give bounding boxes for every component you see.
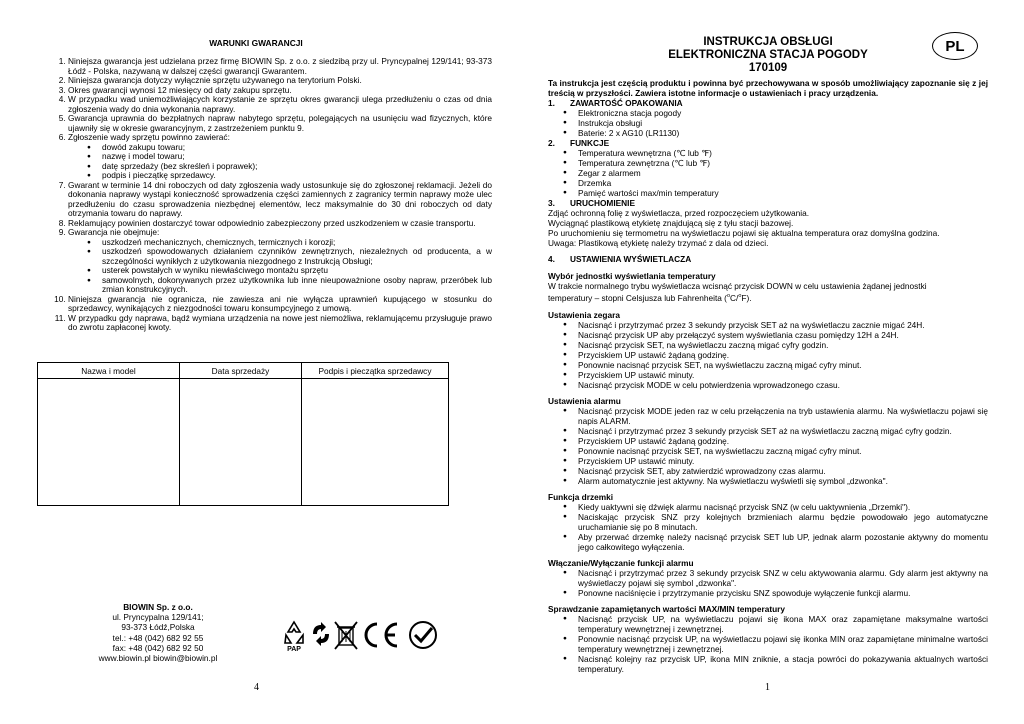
list-item: ● Przyciskiem UP ustawić żądaną godzinę. [562,436,988,446]
list-item: ● Ponowne naciśnięcie i przytrzymanie przycisku SNZ spowoduje wyłączenie funkcji alarmu. [562,588,988,598]
subsection-heading: Ustawienia zegara [548,309,620,320]
list-item: ● Ponownie nacisnąć przycisk SET, na wyświetlaczu zaczną migać cyfry minut. [562,360,988,370]
instructions-page [512,0,1024,724]
language-badge: PL [932,32,978,60]
alarm-toggle-list [562,568,988,598]
recycling-pap-icon [285,622,303,653]
requirement-item: ● datę sprzedaży (bez skreśleń i poprawek); [86,162,492,172]
warranty-term: 2. Niniejsza gwarancja dotyczy wyłącznie sprzętu używanego na terytorium Polski. [68,76,492,86]
list-item: ● Nacisnąć przycisk UP, na wyświetlaczu pojawi się ikona MAX oraz zapamiętane maksymalne wartości temperatury wewnętrznej i zewnętrznej. [562,614,988,634]
functions-list [562,148,988,198]
recycle-arrows-icon [313,622,329,646]
list-item: ● Pamięć wartości max/min temperatury [562,188,988,198]
crossed-bin-icon [335,622,357,649]
column-header-sale-date: Data sprzedaży [179,363,301,378]
alarm-settings-list [562,406,988,486]
exclusion-item: ● uszkodzeń spowodowanych działaniem czynników zewnętrznych, niezależnych od producenta, a w szczególności wynikłych z użytkowania niezgodnego z Instrukcją Obsługi; [86,247,492,266]
requirement-item: ● podpis i pieczątkę sprzedawcy. [86,171,492,181]
list-item: ● Alarm automatycznie jest aktywny. Na wyświetlaczu wyświetli się symbol „dzwonka". [562,476,988,486]
subsection-heading: Sprawdzanie zapamiętanych wartości MAX/MIN temperatury [548,603,785,614]
company-name: BIOWIN Sp. z o.o. [123,602,193,612]
warranty-term: 9. Gwarancja nie obejmuje: ● uszkodzeń mechanicznych, chemicznych, termicznych i korozji; ● uszkodzeń spowodowanych działaniem czynników zewnętrznych, niezależnych od producenta, a w szczególności wynikłych z użytkowania niezgodnego z Instrukcją Obsługi; ● usterek powstałych w wyniku niewłaściwego montażu sprzętu ● samowolnych, dokonywanych przez użytkownika lub inne nieupoważnione osoby napraw, przeróbek lub zmian konstrukcyjnych. [68,228,492,295]
clock-settings-list [562,320,988,390]
list-item: ● Ponownie nacisnąć przycisk SET, na wyświetlaczu zaczną migać cyfry minut. [562,446,988,456]
requirement-item: ● nazwę i model towaru; [86,152,492,162]
warranty-exclusions [86,238,492,295]
company-info [70,602,246,663]
list-item: ● Nacisnąć przycisk SET, na wyświetlaczu zaczną migać cyfry godzin. [562,340,988,350]
subsection-heading: Włączanie/Wyłączanie funkcji alarmu [548,557,694,568]
compliance-icons [283,619,439,653]
ce-mark-icon [366,624,397,646]
list-item: ● Ponownie nacisnąć przycisk UP, na wyświetlaczu pojawi się ikonka MIN oraz zapamiętane minimalne wartości temperatury wewnętrznej i zewnętrznej. [562,634,988,654]
list-item: ● Temperatura wewnętrzna (℃ lub ℉) [562,148,988,158]
snooze-list [562,502,988,552]
section-heading: 4. USTAWIENIA WYŚWIETLACZA [548,254,692,264]
exclusion-item: ● usterek powstałych w wyniku niewłaściwego montażu sprzętu [86,266,492,276]
list-item: ● Aby przerwać drzemkę należy nacisnąć przycisk SET lub UP, jednak alarm pozostanie aktywny do momentu jego całkowitego wyłączenia. [562,532,988,552]
warranty-heading: WARUNKI GWARANCJI [209,38,303,48]
seller-signature-cell[interactable] [301,379,448,506]
list-item: ● Nacisnąć przycisk MODE w celu potwierdzenia wprowadzonego czasu. [562,380,988,390]
startup-line: Uwaga: Plastikową etykietę należy trzymać z dala od dzieci. [548,238,769,248]
company-fax: fax: +48 (042) 682 92 50 [112,642,204,653]
section-heading: 2. FUNKCJE [548,138,610,148]
list-item: ● Przyciskiem UP ustawić minuty. [562,456,988,466]
list-item: ● Baterie: 2 x AG10 (LR1130) [562,128,988,138]
name-model-cell[interactable] [38,379,179,506]
list-item: ● Kiedy uaktywni się dźwięk alarmu nacisnąć przycisk SNZ (w celu uaktywnienia „Drzemki"). [562,502,988,512]
exclusion-item: ● samowolnych, dokonywanych przez użytkownika lub inne nieupoważnione osoby napraw, przeróbek lub zmian konstrukcyjnych. [86,276,492,295]
section-heading: 3. URUCHOMIENIE [548,198,635,208]
temp-unit-text: temperatury – stopni Celsjusza lub Fahrenheita ($^o$C/$^o$F). [548,292,752,303]
startup-line: Zdjąć ochronną folię z wyświetlacza, przed rozpoczęciem użytkowania. [548,208,810,218]
list-item: ● Instrukcja obsługi [562,118,988,128]
list-item: ● Nacisnąć przycisk UP aby przełączyć system wyświetlania czasu pomiędzy 12H a 24H. [562,330,988,340]
startup-line: Wyciągnąć plastikową etykietę znajdującą się z tyłu stacji bazowej. [548,218,794,228]
column-header-name-model: Nazwa i model [81,365,136,376]
list-item: ● Temperatura zewnętrzna (℃ lub ℉) [562,158,988,168]
package-contents-list [562,108,988,138]
seller-info-table [37,362,449,506]
manual-content [548,78,988,674]
list-item: ● Nacisnąć przycisk SET, aby zatwierdzić wprowadzony czas alarmu. [562,466,988,476]
company-street: ul. Pryncypalna 129/141; [112,612,204,623]
list-item: ● Nacisnąć przycisk MODE jeden raz w celu przełączenia na tryb ustawienia alarmu. Na wyświetlaczu pojawi się napis ALARM. [562,406,988,426]
section-heading: 1. ZAWARTOŚĆ OPAKOWANIA [548,98,683,108]
warranty-term: 5. Gwarancja uprawnia do bezpłatnych napraw nabytego sprzętu, polegających na usunięciu wad fizycznych, które ujawniły się w okresie gwarancyjnym, z zastrzeżeniem punktu 9. [68,114,492,133]
warranty-term: 4. W przypadku wad uniemożliwiających korzystanie ze sprzętu okres gwarancji ulega przedłużeniu o czas od dnia zgłoszenia wady do dnia wykonania naprawy. [68,95,492,114]
warranty-claim-requirements [86,143,492,181]
title-line: INSTRUKCJA OBSŁUGI [703,36,833,48]
page-number: 1 [765,682,770,693]
maxmin-list [562,614,988,674]
warranty-term: 7. Gwarant w terminie 14 dni roboczych od daty zgłoszenia wady ustosunkuje się do zgłoszonej reklamacji. Jeżeli do dokonania naprawy wystąpi konieczność sprowadzenia części zamiennych z zagranicy termin naprawy może ulec przedłużeniu do czasu sprowadzenia niezbędnej elementów, lecz maksymalnie do 30 dni roboczych od daty otrzymania towaru do naprawy. [68,181,492,219]
list-item: ● Nacisnąć i przytrzymać przez 3 sekundy przycisk SNZ w celu aktywowania alarmu. Gdy alarm jest aktywny na wyświetlaczy pojawi się symbol „dzwonka". [562,568,988,588]
model-number: 170109 [748,62,788,74]
page-number: 4 [254,682,259,693]
list-item: ● Przyciskiem UP ustawić minuty. [562,370,988,380]
sale-date-cell[interactable] [179,379,301,506]
subsection-heading: Ustawienia alarmu [548,395,621,406]
warranty-term: 10. Niniejsza gwarancja nie ogranicza, nie zawiesza ani nie wyłącza uprawnień kupującego w stosunku do sprzedawcy, wynikających z niezgodności towaru konsumpcyjnego z umową. [68,295,492,314]
temp-unit-text: W trakcie normalnego trybu wyświetlacza wcisnąć przycisk DOWN w celu ustawienia żądanej jednostki [548,281,927,291]
exclusion-item: ● uszkodzeń mechanicznych, chemicznych, termicznych i korozji; [86,238,492,248]
intro-text: Ta instrukcja jest częścią produktu i powinna być przechowywana w sposób umożliwiający zapoznanie się z jej treścią w przyszłości. Zawiera istotne informacje o ustawieniach i pracy urządzenia. [548,78,988,98]
warranty-terms-list [52,57,492,333]
manual-title [552,36,984,75]
list-item: ● Przyciskiem UP ustawić żądaną godzinę. [562,350,988,360]
company-city: 93-373 Łódź,Polska [121,622,195,633]
startup-line: Po uruchomieniu się termometru na wyświetlaczu pojawi się aktualna temperatura oraz domyślna godzina. [548,228,940,238]
warranty-term: 6. Zgłoszenie wady sprzętu powinno zawierać: ● dowód zakupu towaru; ● nazwę i model towaru; ● datę sprzedaży (bez skreśleń i poprawek); ● podpis i pieczątkę sprzedawcy. [68,133,492,181]
list-item: ● Elektroniczna stacja pogody [562,108,988,118]
list-item: ● Drzemka [562,178,988,188]
warranty-term: 1. Niniejsza gwarancja jest udzielana przez firmę BIOWIN Sp. z o.o. z siedzibą przy ul. Pryncypalnej 129/141; 93-373 Łódź - Polska, nazywaną w dalszej części gwarancji Gwarantem. [68,57,492,76]
list-item: ● Nacisnąć kolejny raz przycisk UP, ikona MIN zniknie, a stacja powróci do pokazywania aktualnych wartości temperatury. [562,654,988,674]
title-line: ELEKTRONICZNA STACJA POGODY [668,49,868,61]
list-item: ● Nacisnąć i przytrzymać przez 3 sekundy przycisk SET aż na wyświetlaczu zacznie migać 24H. [562,320,988,330]
quality-seal-icon [410,622,436,648]
list-item: ● Naciskając przycisk SNZ przy kolejnych brzmieniach alarmu będzie powodowało jego automatyczne uruchamianie się po 8 minutach. [562,512,988,532]
subsection-heading: Funkcja drzemki [548,491,614,502]
requirement-item: ● dowód zakupu towaru; [86,143,492,153]
pap-label: PAP [287,646,301,653]
warranty-term: 8. Reklamujący powinien dostarczyć towar odpowiednio zabezpieczony przed uszkodzeniem w czasie transportu. [68,219,492,229]
column-header-seller-signature: Podpis i pieczątka sprzedawcy [301,363,448,378]
subsection-heading: Wybór jednostki wyświetlania temperatury [548,271,716,281]
warranty-term: 11. W przypadku gdy naprawa, bądź wymiana urządzenia na nowe jest niemożliwa, reklamującemu przysługuje prawo do zwrotu zapłaconej kwoty. [68,314,492,333]
warranty-term: 3. Okres gwarancji wynosi 12 miesięcy od daty zakupu sprzętu. [68,86,492,96]
company-tel: tel.: +48 (042) 682 92 55 [112,632,204,643]
company-web: www.biowin.pl biowin@biowin.pl [98,653,218,664]
list-item: ● Zegar z alarmem [562,168,988,178]
list-item: ● Nacisnąć i przytrzymać przez 3 sekundy przycisk SET aż na wyświetlaczu zaczną migać cyfry godzin. [562,426,988,436]
